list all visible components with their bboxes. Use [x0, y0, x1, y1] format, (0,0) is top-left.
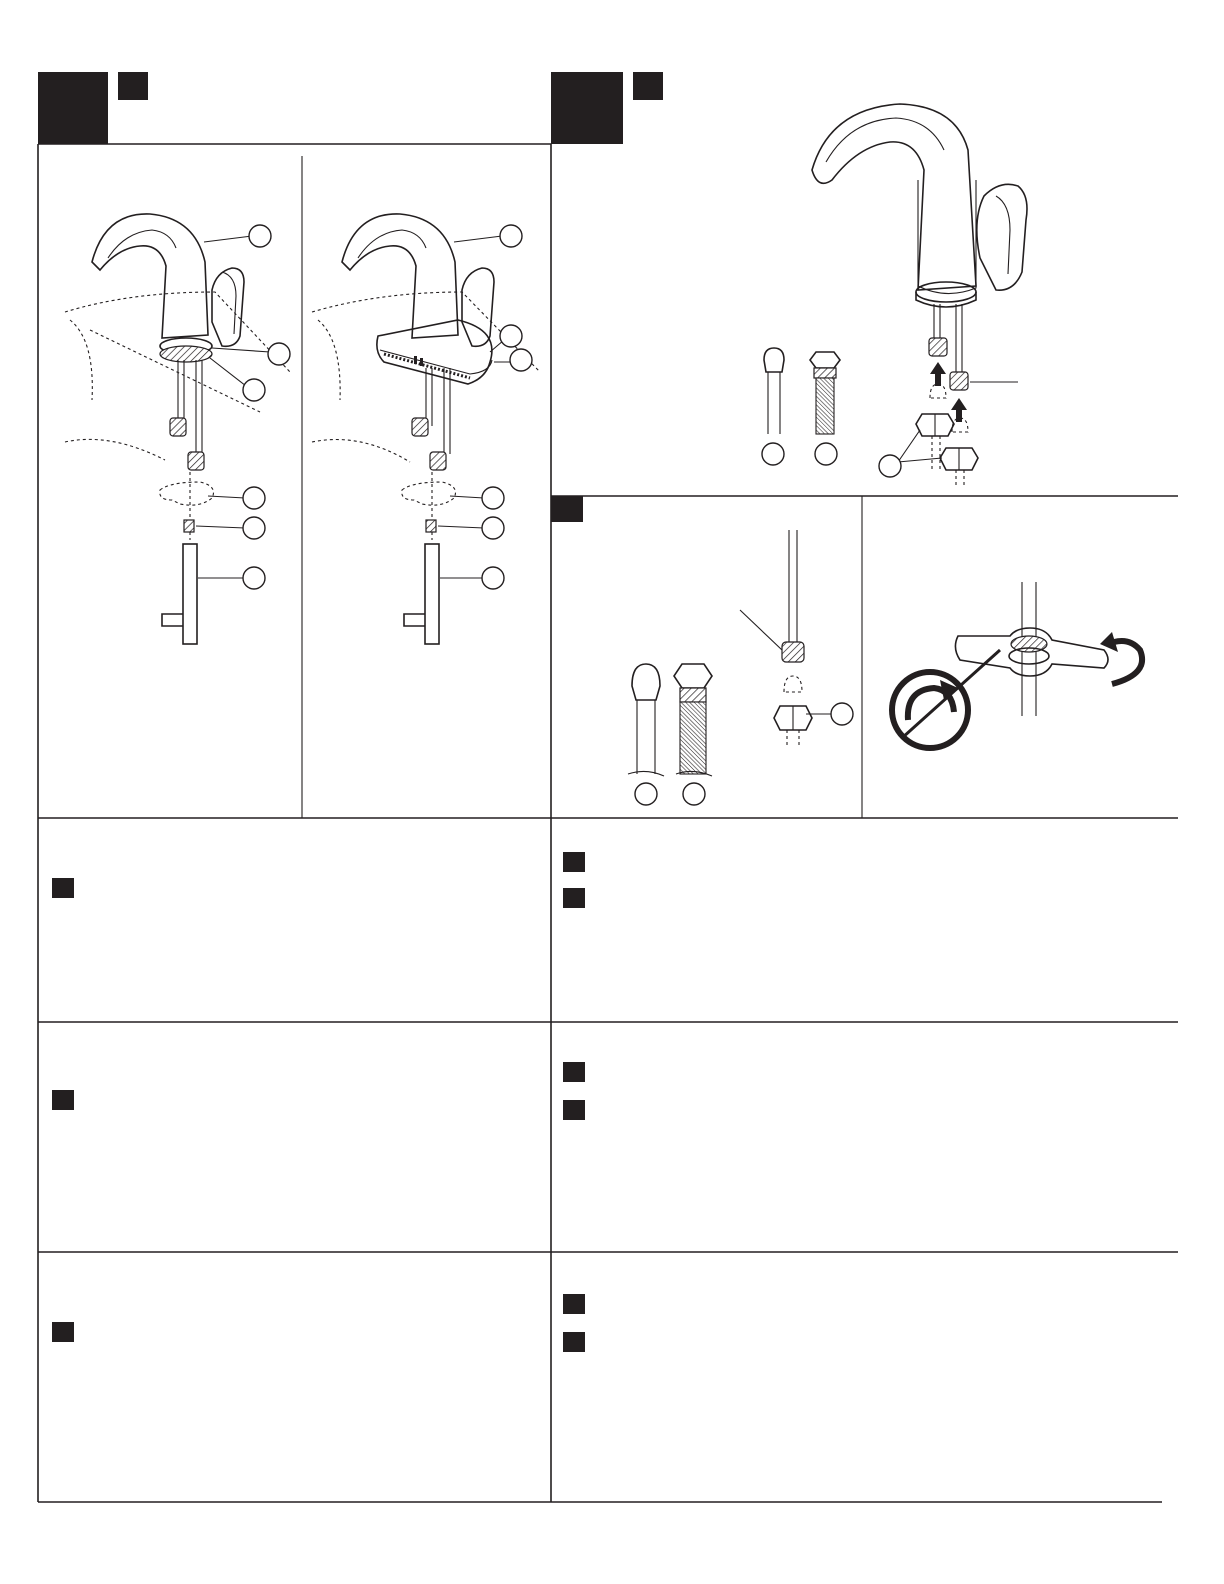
faucet-illustration-3 [762, 104, 1027, 488]
callout-1a-5 [243, 517, 265, 539]
callout-1b-5 [482, 517, 504, 539]
sub-marker-2a [633, 72, 663, 100]
row-2-right-marker-b [563, 1100, 585, 1120]
callout-1b-2 [500, 325, 522, 347]
arrow-up-icon [930, 362, 946, 386]
row-1-left-marker [52, 878, 74, 898]
faucet-illustration-2 [312, 214, 540, 644]
step-marker-1 [38, 72, 148, 144]
sub-marker-1a [118, 72, 148, 100]
no-overtighten-icon [892, 650, 1000, 748]
callout-1a-2 [268, 343, 290, 365]
callout-1b-1 [500, 225, 522, 247]
wrench-illustration [892, 582, 1142, 748]
callout-2b-tube [635, 783, 657, 805]
callout-2b-hose [683, 783, 705, 805]
page-frame [38, 144, 1178, 1502]
step-marker-2 [551, 72, 663, 144]
row-2-left-marker [52, 1090, 74, 1110]
callout-2-hose [815, 443, 837, 465]
callout-1a-4 [243, 487, 265, 509]
callout-1a-3 [243, 379, 265, 401]
row-2-right-marker-a [563, 1062, 585, 1082]
callout-2b-nut [831, 703, 853, 725]
row-3-right-marker-b [563, 1332, 585, 1352]
callout-2-tube [762, 443, 784, 465]
callout-1b-6 [482, 567, 504, 589]
text-row-markers [52, 852, 585, 1352]
faucet-illustration-1 [65, 214, 290, 644]
callout-1a-6 [243, 567, 265, 589]
supply-connection-illustration [628, 530, 853, 805]
row-3-right-marker-a [563, 1294, 585, 1314]
row-3-left-marker [52, 1322, 74, 1342]
callout-1b-3 [510, 349, 532, 371]
callout-2-nut [879, 455, 901, 477]
sub-marker-2b [551, 496, 583, 522]
arrow-up-icon [951, 398, 967, 422]
callout-1b-4 [482, 487, 504, 509]
callout-1a-1 [249, 225, 271, 247]
row-1-right-marker-b [563, 888, 585, 908]
row-1-right-marker-a [563, 852, 585, 872]
